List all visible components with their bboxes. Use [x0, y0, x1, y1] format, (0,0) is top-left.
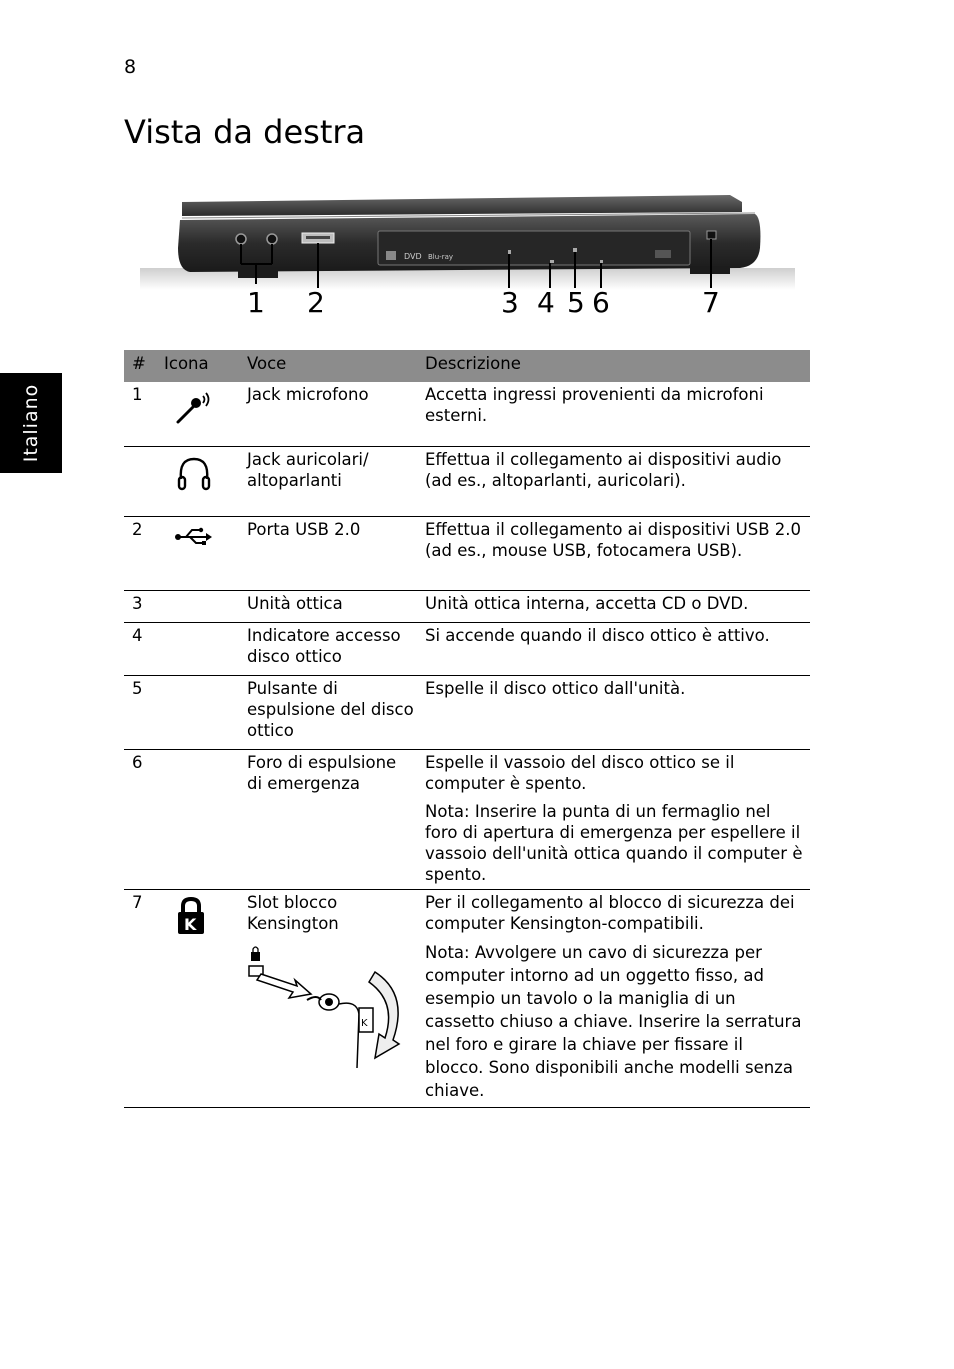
note-label: Nota: — [425, 942, 470, 962]
row-num: 4 — [124, 622, 159, 675]
ports-table — [124, 350, 810, 1108]
svg-text:K: K — [184, 914, 197, 934]
language-side-tab-label: Italiano — [20, 383, 42, 463]
row-voce: Jack auricolari/ altoparlanti — [242, 446, 420, 516]
row-desc: Espelle il disco ottico dall'unità. — [420, 675, 810, 749]
row-voce: Indicatore accesso disco ottico — [242, 622, 420, 675]
row-desc: Effettua il collegamento ai dispositivi audio (ad es., altoparlanti, auricolari). — [420, 446, 810, 516]
table-row — [124, 622, 810, 675]
row-voce: Pulsante di espulsione del disco ottico — [242, 675, 420, 749]
headphones-icon — [174, 453, 214, 493]
header-icon: Icona — [159, 350, 242, 382]
row-note — [425, 941, 805, 1102]
callout-3: 3 — [501, 286, 519, 319]
row-num: 5 — [124, 675, 159, 749]
drive-eject-button — [550, 260, 554, 263]
usb-icon — [174, 523, 214, 549]
header-desc: Descrizione — [420, 350, 810, 382]
header-voce: Voce — [242, 350, 420, 382]
drive-label-bluray: Blu-ray — [428, 253, 454, 261]
language-side-tab — [0, 373, 62, 473]
row-desc: Per il collegamento al blocco di sicurezza dei computer Kensington-compatibili. — [425, 892, 795, 933]
drive-access-indicator — [508, 250, 511, 254]
note-text: Avvolgere un cavo di sicurezza per computer intorno ad un oggetto fisso, ad esempio un tavolo o la maniglia di un cassetto chiuso a chiave. Inserire la serratura nel foro e girare la chiave per fissare il blocco. Sono disponibili anche modelli senza chiave. — [425, 942, 802, 1100]
laptop-lid — [182, 195, 742, 216]
table-row — [124, 889, 810, 1107]
row-voce: Jack microfono — [242, 382, 420, 446]
row-num: 2 — [124, 516, 159, 590]
kensington-lock-icon — [174, 896, 208, 936]
table-row — [124, 749, 810, 889]
microphone-icon — [174, 388, 214, 426]
note-text: Inserire la punta di un fermaglio nel foro di apertura di emergenza per espellere il vassoio dell'unità ottica quando il computer è spento. — [425, 801, 803, 884]
headphone-jack — [267, 234, 277, 244]
row-desc: Si accende quando il disco ottico è attivo. — [420, 622, 810, 675]
row-voce: Porta USB 2.0 — [242, 516, 420, 590]
row-note — [425, 801, 805, 885]
table-row — [124, 382, 810, 446]
kensington-lock-usage-illustration — [247, 944, 407, 1070]
note-label: Nota: — [425, 801, 470, 821]
table-row — [124, 590, 810, 622]
callout-6: 6 — [592, 286, 610, 319]
row-voce: Foro di espulsione di emergenza — [242, 749, 420, 889]
drive-label-dvd: DVD — [404, 252, 422, 261]
callout-4: 4 — [537, 286, 555, 319]
row-desc: Accetta ingressi provenienti da microfoni esterni. — [420, 382, 810, 446]
row-voce: Slot blocco Kensington — [247, 892, 339, 933]
table-row — [124, 516, 810, 590]
row-voce: Unità ottica — [242, 590, 420, 622]
row-desc: Effettua il collegamento ai dispositivi USB 2.0 (ad es., mouse USB, fotocamera USB). — [420, 516, 810, 590]
header-num: # — [124, 350, 159, 382]
callout-7: 7 — [702, 286, 720, 319]
row-num: 3 — [124, 590, 159, 622]
svg-text:K: K — [361, 1017, 368, 1029]
laptop-foot-left — [238, 268, 278, 278]
row-num — [124, 446, 159, 516]
row-desc: Unità ottica interna, accetta CD o DVD. — [420, 590, 810, 622]
kensington-slot — [707, 231, 716, 239]
microphone-jack — [236, 234, 246, 244]
row-num: 1 — [124, 382, 159, 446]
page-title: Vista da destra — [124, 113, 366, 151]
row-num: 7 — [124, 889, 159, 1107]
emergency-eject-hole — [600, 260, 603, 263]
table-row — [124, 675, 810, 749]
callout-5: 5 — [567, 286, 585, 319]
callout-1: 1 — [247, 286, 265, 319]
table-header-row — [124, 350, 810, 382]
optical-drive — [378, 231, 690, 265]
row-num: 6 — [124, 749, 159, 889]
table-row — [124, 446, 810, 516]
laptop-right-side-illustration — [130, 188, 800, 323]
row-desc: Espelle il vassoio del disco ottico se il computer è spento. — [425, 752, 735, 793]
callout-2: 2 — [307, 286, 325, 319]
page-number: 8 — [124, 56, 137, 78]
